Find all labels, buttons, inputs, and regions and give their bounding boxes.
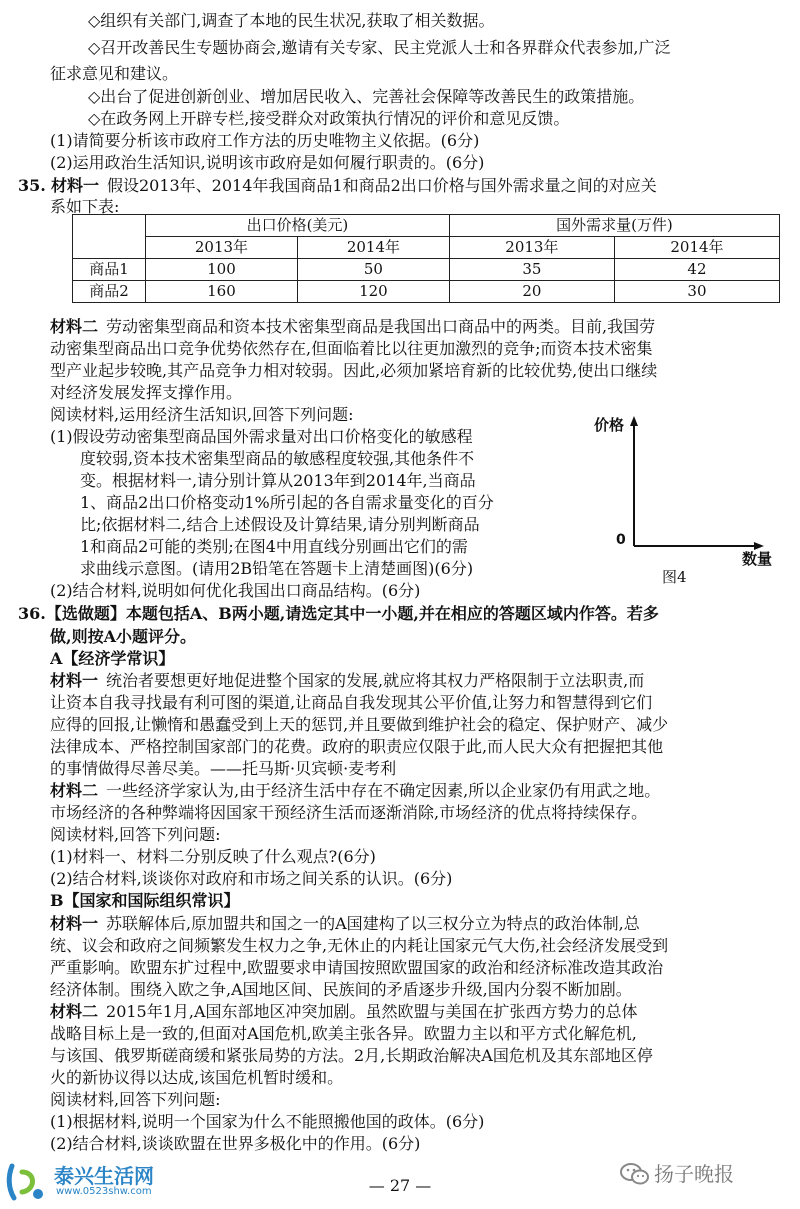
- material-label: 材料一: [50, 914, 99, 933]
- table-year-cell: 2014年: [297, 237, 449, 259]
- material-text: 假设2013年、2014年我国商品1和商品2出口价格与国外需求量之间的对应关: [106, 176, 657, 195]
- text-line: ◇在政务网上开辟专栏,接受群众对政策执行情况的评价和意见反馈。: [88, 109, 570, 128]
- table-cell: 50: [297, 259, 449, 281]
- text-line: 经济体制。围绕入欧之争,A国地区间、民族间的矛盾逐步升级,国内分裂不断加剧。: [50, 980, 632, 999]
- table-cell: 20: [449, 281, 614, 303]
- table-corner-cell: [73, 215, 146, 259]
- figure-x-label: 数量: [742, 550, 773, 568]
- table-cell: 35: [449, 259, 614, 281]
- material-label: 材料二: [50, 781, 99, 800]
- text-line: 系如下表:: [50, 197, 120, 216]
- logo-url: www.0523shw.com: [56, 1186, 152, 1197]
- question-line: (2)结合材料,说明如何优化我国出口商品结构。(6分): [50, 581, 421, 600]
- table-year-cell: 2013年: [146, 237, 298, 259]
- text-line: 对经济发展发挥支撑作用。: [50, 383, 243, 402]
- question-line: (1)材料一、材料二分别反映了什么观点?(6分): [50, 847, 376, 866]
- text-line: ◇组织有关部门,调查了本地的民生状况,获取了相关数据。: [88, 11, 495, 30]
- text-line: 市场经济的各种弊端将因国家干预经济生活而逐渐消除,市场经济的优点将持续保存。: [50, 803, 648, 822]
- material-label: 材料二: [50, 317, 99, 336]
- wechat-name: 扬子晚报: [654, 1162, 734, 1186]
- figure-caption: 图4: [662, 568, 687, 586]
- table-row: [73, 281, 780, 303]
- b-material2-line1: [50, 1001, 780, 1023]
- text-line: 阅读材料,运用经济生活知识,回答下列问题:: [50, 405, 354, 424]
- question-number: 35.: [18, 176, 46, 195]
- text-line: 与该国、俄罗斯磋商缓和紧张局势的方法。2月,长期政治解决A国危机及其东部地区停: [50, 1046, 653, 1065]
- wechat-icon: [620, 1162, 650, 1186]
- text-line: 火的新协议得以达成,该国危机暂时缓和。: [50, 1068, 344, 1087]
- page-number: — 27 —: [368, 1176, 432, 1195]
- figure-4: [590, 414, 790, 590]
- table-cell: 商品2: [73, 281, 146, 303]
- text-line: 应得的回报,让懒惰和愚蠢受到上天的惩罚,并且要做到维护社会的稳定、保护财产、减少: [50, 715, 669, 734]
- figure-y-label: 价格: [594, 416, 625, 434]
- a-material1-line1: [50, 670, 780, 692]
- wechat-watermark: [620, 1158, 790, 1188]
- text-line: 统、议会和政府之间频繁发生权力之争,无休止的内耗让国家元气大伤,社会经济发展受到: [50, 936, 669, 955]
- table-cell: 100: [146, 259, 298, 281]
- text-line: 做,则按A小题评分。: [50, 627, 196, 646]
- figure-origin: 0: [616, 532, 626, 548]
- question-line: 比;依据材料二,结合上述假设及计算结果,请分别判断商品: [80, 515, 480, 534]
- site-logo: [6, 1160, 166, 1204]
- section-heading-a: A【经济学常识】: [50, 649, 175, 668]
- text-line: 征求意见和建议。: [50, 64, 179, 83]
- text-line: 严重影响。欧盟东扩过程中,欧盟要求申请国按照欧盟国家的政治和经济标准改造其政治: [50, 958, 664, 977]
- q35-material2-line1: [50, 316, 780, 338]
- text-line: ◇召开改善民生专题协商会,邀请有关专家、民主党派人士和各界群众代表参加,广泛: [88, 38, 671, 57]
- price-demand-table: [72, 214, 780, 303]
- text-line: 动密集型商品出口竞争优势依然存在,但面临着比以往更加激烈的竞争;而资本技术密集: [50, 339, 653, 358]
- logo-mark-icon: [6, 1162, 50, 1202]
- question-line: (2)运用政治生活知识,说明该市政府是如何履行职责的。(6分): [50, 153, 485, 172]
- text-line: 让资本自我寻找最有利可图的渠道,让商品自我发现其公平价值,让努力和智慧得到它们: [50, 693, 653, 712]
- question-line: (2)结合材料,谈谈你对政府和市场之间关系的认识。(6分): [50, 869, 453, 888]
- table-year-cell: 2013年: [449, 237, 614, 259]
- table-cell: 30: [614, 281, 779, 303]
- text-line: 阅读材料,回答下列问题:: [50, 1090, 221, 1109]
- text-line: 阅读材料,回答下列问题:: [50, 825, 221, 844]
- table-header-price: 出口价格(美元): [146, 215, 450, 237]
- q36-intro: 36.【选做题】本题包括A、B两小题,请选定其中一小题,并在相应的答题区域内作答。若多: [18, 604, 659, 623]
- a-material2-line1: [50, 780, 780, 802]
- question-line: (1)假设劳动密集型商品国外需求量对出口价格变化的敏感程: [50, 427, 473, 446]
- text-line: 型产业起步较晚,其产品竞争力相对较弱。因此,必须加紧培育新的比较优势,使出口继续: [50, 361, 658, 380]
- question-line: (2)结合材料,谈谈欧盟在世界多极化中的作用。(6分): [50, 1134, 421, 1153]
- material-label: 材料一: [50, 176, 99, 195]
- material-text: 苏联解体后,原加盟共和国之一的A国建构了以三权分立为特点的政治体制,总: [106, 914, 640, 933]
- text-line: 的事情做得尽善尽美。——托马斯·贝宾顿·麦考利: [50, 759, 397, 778]
- q35-material1-line1: [18, 175, 780, 197]
- material-label: 材料二: [50, 1002, 99, 1021]
- material-text: 劳动密集型商品和资本技术密集型商品是我国出口商品中的两类。目前,我国劳: [106, 317, 656, 336]
- table-cell: 商品1: [73, 259, 146, 281]
- material-text: 2015年1月,A国东部地区冲突加剧。虽然欧盟与美国在扩张西方势力的总体: [106, 1002, 638, 1021]
- question-line: 求曲线示意图。(请用2B铅笔在答题卡上清楚画图)(6分): [80, 559, 474, 578]
- table-cell: 160: [146, 281, 298, 303]
- question-line: (1)根据材料,说明一个国家为什么不能照搬他国的政体。(6分): [50, 1112, 485, 1131]
- material-text: 一些经济学家认为,由于经济生活中存在不确定因素,所以企业家仍有用武之地。: [106, 781, 661, 800]
- text-line: 法律成本、严格控制国家部门的花费。政府的职责应仅限于此,而人民大众有把握把其他: [50, 737, 664, 756]
- text-line: ◇出台了促进创新创业、增加居民收入、完善社会保障等改善民生的政策措施。: [88, 87, 645, 106]
- material-text: 统治者要想更好地促进整个国家的发展,就应将其权力严格限制于立法职责,而: [106, 671, 645, 690]
- question-line: 1、商品2出口价格变动1%所引起的各自需求量变化的百分: [80, 493, 494, 512]
- material-label: 材料一: [50, 671, 99, 690]
- question-line: (1)请简要分析该市政府工作方法的历史唯物主义依据。(6分): [50, 131, 480, 150]
- table-year-cell: 2014年: [614, 237, 779, 259]
- question-line: 1和商品2可能的类别;在图4中用直线分别画出它们的需: [80, 537, 468, 556]
- table-row: [73, 259, 780, 281]
- question-line: 度较弱,资本技术密集型商品的敏感程度较强,其他条件不: [80, 449, 475, 468]
- logo-text: 泰兴生活网: [54, 1164, 154, 1188]
- table-header-demand: 国外需求量(万件): [449, 215, 779, 237]
- question-line: 变。根据材料一,请分别计算从2013年到2014年,当商品: [80, 471, 476, 490]
- table-cell: 42: [614, 259, 779, 281]
- text-line: 战略目标上是一致的,但面对A国危机,欧美主张各异。欧盟力主以和平方式化解危机,: [50, 1024, 637, 1043]
- table-cell: 120: [297, 281, 449, 303]
- b-material1-line1: [50, 913, 780, 935]
- section-heading-b: B【国家和国际组织常识】: [50, 891, 240, 910]
